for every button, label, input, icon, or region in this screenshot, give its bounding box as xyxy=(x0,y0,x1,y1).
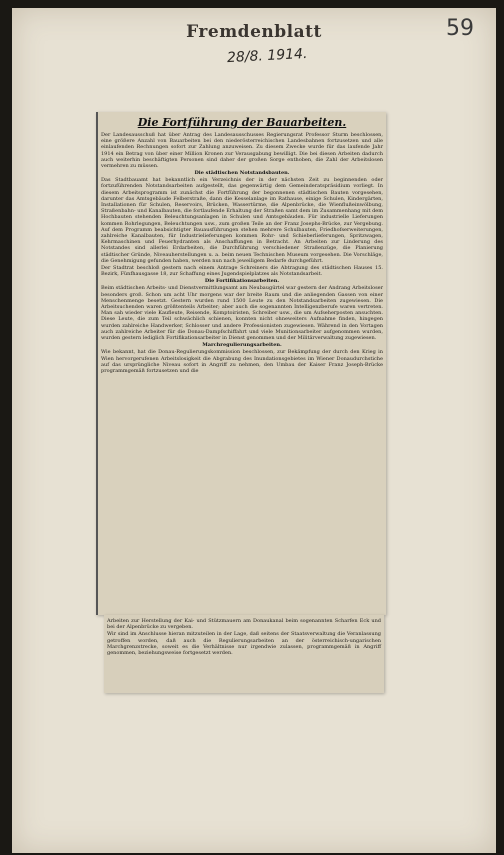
section-text-march-2: Wir sind im Anschlusse hieran mitzuteilen in der Lage, daß seitens der Staatsverwaltung die Veranlassung getroffen worden, daß auch die Regulierungsarbeiten an der österreichisch-ungarischen Marchgrenzstrecke, soweit es die Verhältnisse nur irgendwie zulassen, programmgemäß in Angriff genommen, beziehungsweise fortgesetzt werden. xyxy=(107,631,381,657)
section-text-march-cont: Arbeiten zur Herstellung der Kai- und Stützmauern am Donaukanal beim sogenannten Scharfen Eck und bei der Alpenbrücke zu vergeben. xyxy=(107,618,381,631)
page-number: 59 xyxy=(446,16,474,41)
section-text-stadtrat: Der Stadtrat beschloß gestern nach einem Antrage Schreiners die Abtragung des städtischen Hauses 15. Bezirk, Fünfhausgasse 18, zur Schaffung eines Jugendspielplatzes als Notstandsarbeit. xyxy=(101,265,383,278)
section-text-fortifikation: Beim städtischen Arbeits- und Dienstvermittlungsamt am Neubaugürtel war gestern der Andrang Arbeitsloser besonders groß. Schon um acht Uhr morgens war der breite Raum und die anliegenden Gassen von einer Menschenmenge besetzt. Gestern wurden rund 1500 Leute zu den Notstandsarbeiten zugewiesen. Die Arbeitsuchenden waren größtenteils Arbeiter; aber auch die sogenannten Intelligenzberufe waren vertreten. Man sah wieder viele Kaufleute, Reisende, Komptoiristen, Schreiber usw., die um Aufseherposten ansuchten. Diese Leute, die zum Teil schwächlich schienen, konnten nicht ohneweiters Aufnahme finden, hingegen wurden zahlreiche Handwerker, Schlosser und andere Professionisten zugewiesen. Während in den Vortagen auch zahlreiche Arbeiter für die Donau-Dampfschiffahrt und viele Munitionsarbeiter aufgenommen wurden, wurden gestern lediglich Fortifikationsarbeiter in Dienst genommen und der Militärverwaltung zugewiesen. xyxy=(101,285,383,342)
newspaper-clipping-continuation xyxy=(104,615,384,693)
section-text-notstandsbauten: Das Stadtbauamt hat bekanntlich ein Verzeichnis der in der nächsten Zeit zu beginnenden oder fortzuführenden Notstandsarbeiten aufgestellt, das gegenwärtig dem Gemeinderatspräsidium vorliegt. In diesem Arbeitsprogramm ist zunächst die Fortführung der begonnenen städtischen Bauten vorgesehen, darunter das Amtsgebäude Felberstraße, dann die Kesselanlage im Rathause, einige Schulen, Kindergärten, Installationen für Schulen, Reservoirs, Brücken, Wassertürme, die Alpenbrücke, die Wienflußeinwölbung, Straßenbahn- und Kanalbauten, die fortlaufende Erhaltung der Straßen samt dem im Zusammenhang mit dem Hochbauten stehenden Beleuchtungsanlagen in Schulen und Amtsgebäuden. Für industrielle Lieferungen kommen Rohrlegungen, Beleuchtungen usw., zum großen Teile an der Franz Josephs-Brücke, zur Vergebung. Auf dem Programm beabsichtigter Bauausführungen stehen mehrere Schulbauten, Friedhofserweiterungen, zahlreiche Kanalbauten, für Industrielieferungen kommen Rohr- und Schieberlieferungen, Spritzwagen, Kehrmaschinen und Feuerhydranten als Anschaffungen in Betracht. An Arbeiten zur Linderung des Notstandes sind allerlei Erdarbeiten, die Durchführung verschiedener Straßenzüge, die Planierung städtischer Gründe, Niveauherstellungen u. a. beim neuen Technischen Museum vorgesehen. Die Vorschläge, die Genehmigung gefunden haben, werden nun nach jeweiligem Bedarfe durchgeführt. xyxy=(101,177,383,264)
section-text-march: Wie bekannt, hat die Donau-Regulierungskommission beschlossen, zur Bekämpfung der durch den Krieg in Wien hervorgerufenen Arbeitslosigkeit die Abgrabung des Inundationsgebietes im Wiener Donaudurchstiche auf das ursprüngliche Niveau sofort in Angriff zu nehmen, den Umbau der Kaiser Franz Joseph-Brücke programmgemäß fortzusetzen und die xyxy=(101,349,383,374)
handwritten-date: 28/8. 1914. xyxy=(226,45,308,67)
newspaper-clipping xyxy=(96,112,386,615)
newspaper-masthead: Fremdenblatt xyxy=(186,22,322,42)
section-title-march: Marchregulierungsarbeiten. xyxy=(202,342,282,349)
section-title-fortifikation: Die Fortifikationsarbeiten. xyxy=(204,278,280,285)
section-title-notstandsbauten: Die städtischen Notstandsbauten. xyxy=(194,170,290,177)
article-headline: Die Fortführung der Bauarbeiten. xyxy=(137,116,347,129)
article-intro: Der Landesausschuß hat über Antrag des Landesausschusses Regierungsrat Professor Sturm beschlossen, eine größere Anzahl von Bauarbeiten bei den niederösterreichischen Landesbahnen fortzusetzen und alle einlaufenden Rechnungen sofort zur Zahlung anzuweisen. Zu diesem Zwecke wurde für das laufende Jahr 1914 ein Betrag von über einer Million Kronen zur Verausgabung bewilligt. Die bei diesen Arbeiten dadurch auch weiterhin beschäftigten Personen sind daher der großen Sorge enthoben, die Zahl der Arbeitslosen vermehren zu müssen. xyxy=(101,132,383,170)
